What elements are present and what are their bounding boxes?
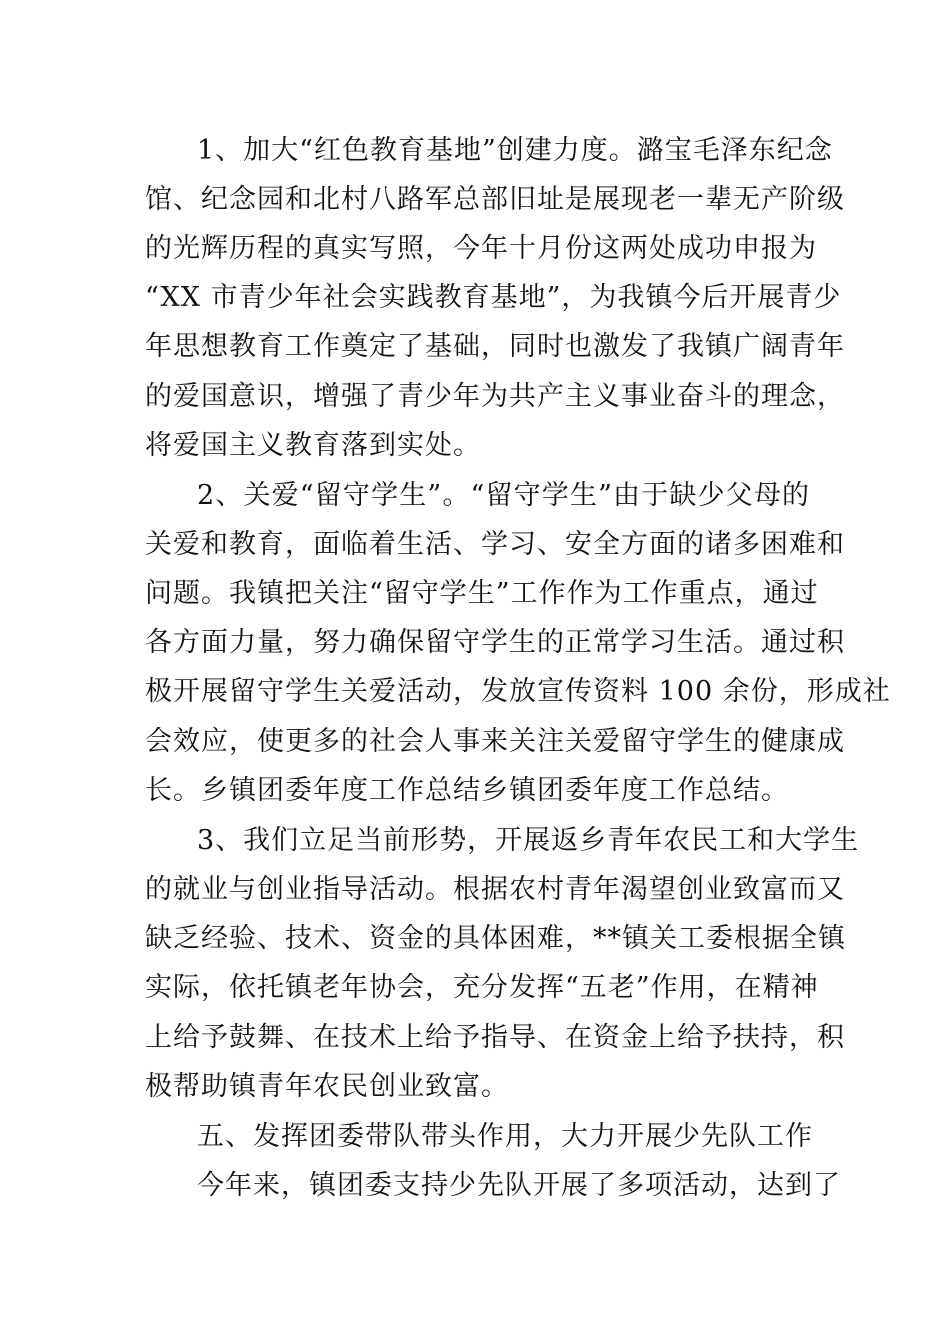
paragraph-1-line-6: 的爱国意识，增强了青少年为共产主义事业奋斗的理念， (145, 381, 845, 412)
paragraph-3-line-2: 的就业与创业指导活动。根据农村青年渴望创业致富而又 (145, 874, 845, 905)
paragraph-3-line-4: 实际，依托镇老年协会，充分发挥“五老”作用，在精神 (145, 972, 819, 1003)
paragraph-2-line-1: 2、关爱“留守学生”。“留守学生”由于缺少父母的 (197, 480, 810, 511)
section-heading-five: 五、发挥团委带队带头作用，大力开展少先队工作 (197, 1121, 813, 1152)
paragraph-3-line-1: 3、我们立足当前形势，开展返乡青年农民工和大学生 (197, 825, 860, 856)
paragraph-1-line-2: 馆、纪念园和北村八路军总部旧址是展现老一辈无产阶级 (145, 184, 845, 215)
paragraph-2-line-3: 问题。我镇把关注“留守学生”工作作为工作重点，通过 (145, 578, 819, 609)
paragraph-3-line-5: 上给予鼓舞、在技术上给予指导、在资金上给予扶持，积 (145, 1022, 845, 1053)
paragraph-1-line-5: 年思想教育工作奠定了基础，同时也激发了我镇广阔青年 (145, 331, 845, 362)
paragraph-2-line-5: 极开展留守学生关爱活动，发放宣传资料 100 余份，形成社 (145, 676, 891, 707)
paragraph-2-line-2: 关爱和教育，面临着生活、学习、安全方面的诸多困难和 (145, 529, 845, 560)
paragraph-5-line-1: 今年来，镇团委支持少先队开展了多项活动，达到了 (197, 1170, 841, 1201)
paragraph-1-line-1: 1、加大“红色教育基地”创建力度。潞宝毛泽东纪念 (197, 135, 833, 166)
paragraph-3-line-3: 缺乏经验、技术、资金的具体困难，**镇关工委根据全镇 (145, 923, 846, 954)
paragraph-3-line-6: 极帮助镇青年农民创业致富。 (145, 1071, 509, 1102)
paragraph-1-line-4: “XX 市青少年社会实践教育基地”，为我镇今后开展青少 (145, 282, 842, 313)
paragraph-1-line-7: 将爱国主义教育落到实处。 (145, 430, 481, 461)
paragraph-2-line-7: 长。乡镇团委年度工作总结乡镇团委年度工作总结。 (145, 775, 789, 806)
paragraph-2-line-4: 各方面力量，努力确保留守学生的正常学习生活。通过积 (145, 627, 845, 658)
paragraph-1-line-3: 的光辉历程的真实写照，今年十月份这两处成功申报为 (145, 233, 817, 264)
paragraph-2-line-6: 会效应，使更多的社会人事来关注关爱留守学生的健康成 (145, 726, 845, 757)
